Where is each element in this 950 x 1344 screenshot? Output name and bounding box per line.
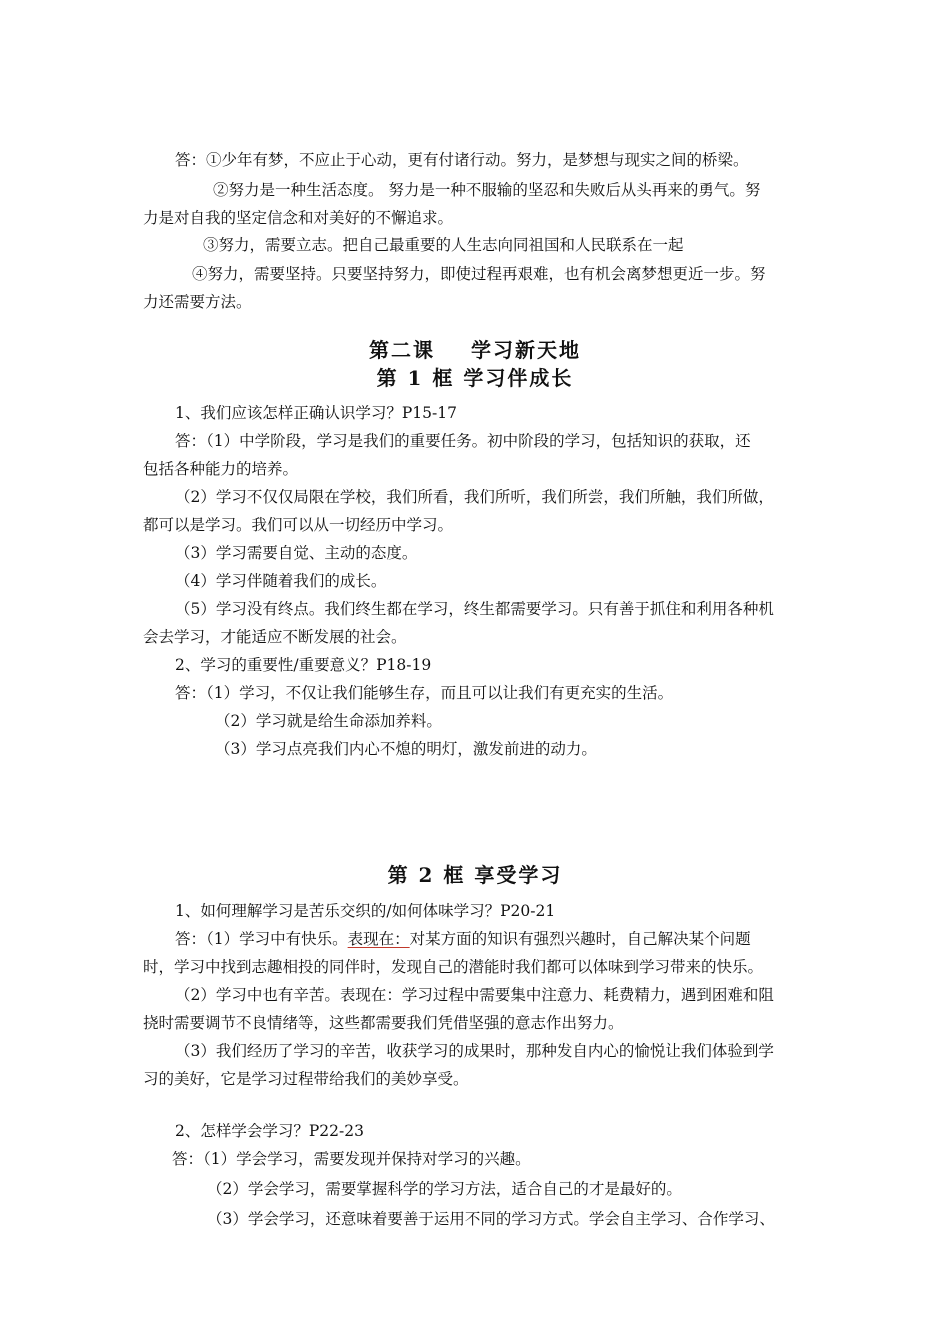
question: 1、如何理解学习是苦乐交织的/如何体味学习？P20-21 [175,902,556,920]
answer-line: 答：（1）中学阶段，学习是我们的重要任务。初中阶段的学习，包括知识的获取，还 [175,432,751,450]
question: 2、怎样学会学习？P22-23 [175,1122,364,1140]
answer-prefix: 答：（1）学习中有快乐。 [175,930,348,948]
question: 1、我们应该怎样正确认识学习？P15-17 [175,404,457,422]
answer-line: ④努力，需要坚持。只要坚持努力，即使过程再艰难，也有机会离梦想更近一步。努 [192,265,766,283]
frame-title: 第 2 框 享受学习 [387,863,563,887]
answer-line: （2）学习中也有辛苦。表现在：学习过程中需要集中注意力、耗费精力，遇到困难和阻 [175,986,774,1004]
lesson-name: 学习新天地 [471,338,581,362]
answer-line: ②努力是一种生活态度。 努力是一种不服输的坚忍和失败后从头再来的勇气。努 [213,181,761,199]
answer-line: 答：（1）学会学习，需要发现并保持对学习的兴趣。 [172,1150,531,1168]
answer-line: （3）学习点亮我们内心不熄的明灯，激发前进的动力。 [215,740,597,758]
answer-line: （3）学习需要自觉、主动的态度。 [175,544,418,562]
answer-line: 力是对自我的坚定信念和对美好的不懈追求。 [143,209,454,227]
answer-line: 习的美好，它是学习过程带给我们的美妙享受。 [143,1070,469,1088]
answer-line: 时，学习中找到志趣相投的同伴时，发现自己的潜能时我们都可以体味到学习带来的快乐。 [143,958,764,976]
answer-line: 都可以是学习。我们可以从一切经历中学习。 [143,516,454,534]
answer-line: （3）学会学习，还意味着要善于运用不同的学习方式。学会自主学习、合作学习、 [207,1210,775,1228]
answer-line [175,929,751,949]
answer-line: 答：（1）学习，不仅让我们能够生存，而且可以让我们有更充实的生活。 [175,684,674,702]
lesson-title [0,337,950,363]
answer-line: （2）学习就是给生命添加养料。 [215,712,442,730]
answer-line: 力还需要方法。 [143,293,252,311]
answer-line: 会去学习，才能适应不断发展的社会。 [143,628,407,646]
answer-line: （3）我们经历了学习的辛苦，收获学习的成果时，那种发自内心的愉悦让我们体验到学 [175,1042,774,1060]
answer-line: 包括各种能力的培养。 [143,460,299,478]
frame-title: 第 1 框 学习伴成长 [376,366,574,390]
answer-line: 答：①少年有梦，不应止于心动，更有付诸行动。努力，是梦想与现实之间的桥梁。 [175,151,749,169]
answer-line: （2）学习不仅仅局限在学校，我们所看，我们所听，我们所尝，我们所触，我们所做， [175,488,774,506]
answer-rest: 对某方面的知识有强烈兴趣时，自己解决某个问题 [409,930,751,948]
answer-line: （4）学习伴随着我们的成长。 [175,572,387,590]
answer-line: （5）学习没有终点。我们终生都在学习，终生都需要学习。只有善于抓住和利用各种机 [175,600,774,618]
underlined-text: 表现在： [347,930,410,948]
lesson-number: 第二课 [369,338,435,362]
answer-line: （2）学会学习，需要掌握科学的学习方法，适合自己的才是最好的。 [207,1180,682,1198]
question: 2、学习的重要性/重要意义？P18-19 [175,656,432,674]
answer-line: ③努力，需要立志。把自己最重要的人生志向同祖国和人民联系在一起 [203,236,684,254]
answer-line: 挠时需要调节不良情绪等，这些都需要我们凭借坚强的意志作出努力。 [143,1014,624,1032]
